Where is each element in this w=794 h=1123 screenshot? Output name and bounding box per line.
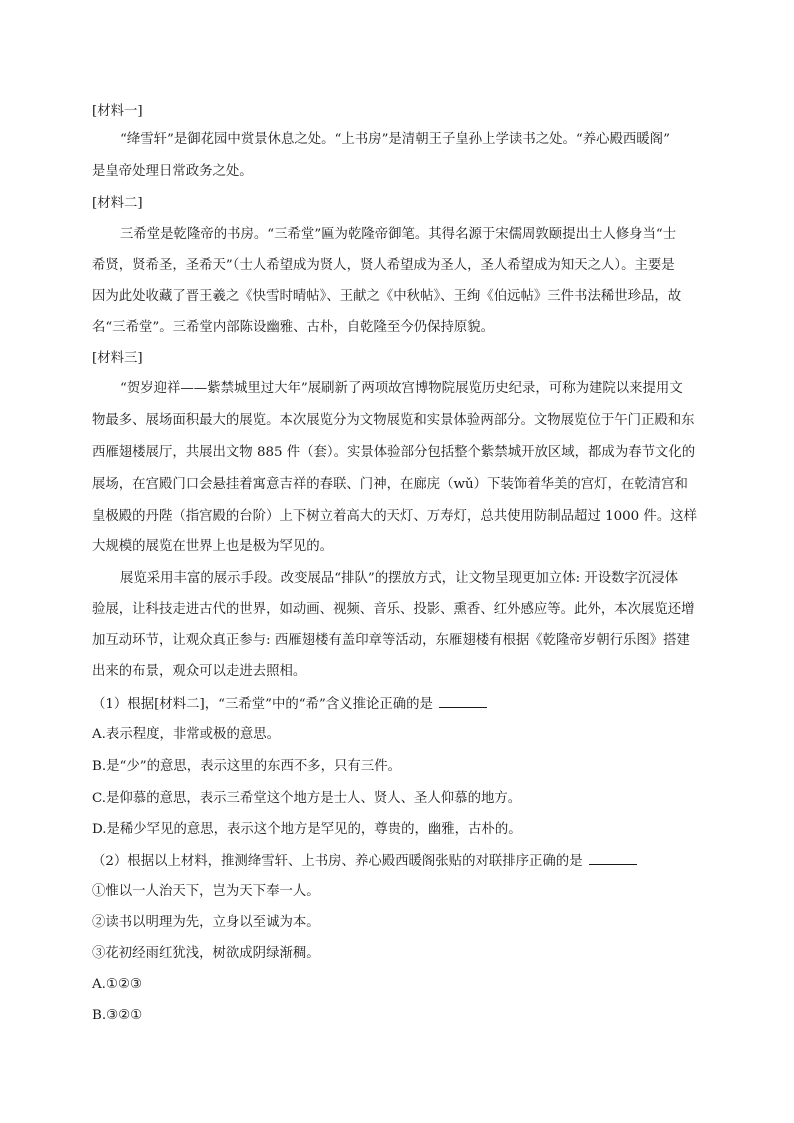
material-3-paragraph-1-line: 西雁翅楼展厅，共展出文物 885 件（套）。实景体验部分包括整个紫禁城开放区域，都成为春节文化的 — [92, 445, 696, 460]
material-3-paragraph-1-line: 皇极殿的丹陛（指宫殿的台阶）上下树立着高大的天灯、万寿灯，总共使用防制品超过 1000 件。这样 — [92, 509, 697, 524]
material-1-line: “绛雪轩”是御花园中赏景休息之处。“上书房”是清朝王子皇孙上学读书之处。“养心殿西暖阁” — [120, 132, 670, 147]
material-3-paragraph-2-line: 加互动环节，让观众真正参与: 西雁翅楼有盖印章等活动，东雁翅楼有根据《乾隆帝岁朝行乐图》搭建 — [92, 633, 690, 648]
question-2-stem-text: （2）根据以上材料，推测绛雪轩、上书房、养心殿西暖阁张贴的对联排序正确的是 — [92, 854, 583, 869]
material-3-paragraph-1-line: 大规模的展览在世界上也是极为罕见的。 — [92, 539, 334, 554]
question-1-option-a: A.表示程度，非常或极的意思。 — [92, 727, 281, 742]
material-3-paragraph-2-line: 出来的布景，观众可以走进去照相。 — [92, 664, 307, 679]
question-2-couplet-3: ③花初经雨红犹浅，树欲成阴绿渐稠。 — [92, 946, 320, 961]
material-2-line: 三希堂是乾隆帝的书房。“三希堂”匾为乾隆帝御笔。其得名源于宋儒周敦颐提出士人修身当“士 — [120, 227, 677, 242]
question-1-stem-text: （1）根据[材料二]，“三希堂”中的“希”含义推论正确的是 — [92, 697, 433, 712]
question-1-option-d: D.是稀少罕见的意思，表示这个地方是罕见的，尊贵的，幽雅，古朴的。 — [92, 822, 522, 837]
question-2-couplet-1: ①惟以一人治天下，岂为天下奉一人。 — [92, 884, 320, 899]
question-2-option-b: B.③②① — [92, 1008, 143, 1023]
material-2-line: 因为此处收藏了晋王羲之《快雪时晴帖》、王献之《中秋帖》、王绚《伯远帖》三件书法稀世珍品，故 — [92, 289, 682, 304]
question-1-option-c: C.是仰慕的意思，表示三希堂这个地方是士人、贤人、圣人仰慕的地方。 — [92, 791, 522, 806]
material-2-line: 希贤，贤希圣，圣希天”（士人希望成为贤人，贤人希望成为圣人，圣人希望成为知天之人）。主要是 — [92, 258, 675, 273]
question-2-couplet-2: ②读书以明理为先，立身以至诚为本。 — [92, 915, 320, 930]
material-3-paragraph-2-line: 验展，让科技走进古代的世界，如动画、视频、音乐、投影、熏香、红外感应等。此外，本次展览还增 — [92, 602, 695, 617]
material-2-heading: [材料二] — [92, 196, 143, 211]
material-2-line: 名“三希堂”。三希堂内部陈设幽雅、古朴，自乾隆至今仍保持原貌。 — [92, 320, 495, 335]
question-2-stem — [92, 851, 637, 871]
question-2-option-a: A.①②③ — [92, 977, 142, 992]
material-3-paragraph-1-line: 展场，在宫殿门口会悬挂着寓意吉祥的春联、门神，在廊庑（wǔ）下装饰着华美的宫灯，在乾清宫和 — [92, 477, 688, 492]
answer-blank — [589, 851, 637, 865]
material-3-heading: [材料三] — [92, 351, 143, 366]
material-1-heading: [材料一] — [92, 104, 143, 119]
material-3-paragraph-1-line: 物最多、展场面积最大的展览。本次展览分为文物展览和实景体验两部分。文物展览位于午门正殿和东 — [92, 413, 695, 428]
answer-blank — [439, 694, 487, 708]
material-3-paragraph-2-line: 展览采用丰富的展示手段。改变展品“排队”的摆放方式，让文物呈现更加立体: 开设数字沉浸体 — [120, 571, 679, 586]
question-1-option-b: B.是“少”的意思，表示这里的东西不多，只有三件。 — [92, 759, 401, 774]
material-3-paragraph-1-line: “贺岁迎祥——紫禁城里过大年”展刷新了两项故宫博物院展览历史纪录，可称为建院以来提用文 — [120, 381, 683, 396]
question-1-stem — [92, 694, 487, 714]
material-1-line: 是皇帝处理日常政务之处。 — [92, 164, 253, 179]
